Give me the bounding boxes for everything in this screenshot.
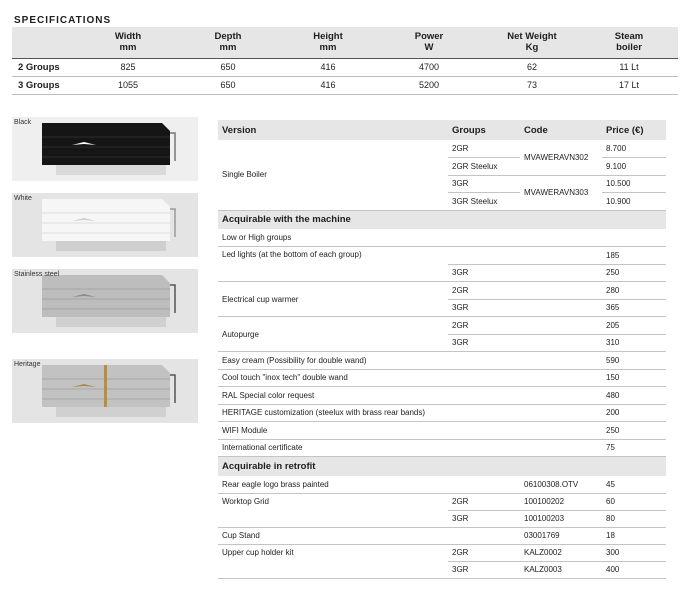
spec-header-height: Height mm <box>282 27 374 58</box>
section-header <box>218 457 666 476</box>
spec-row-3-groups <box>12 76 678 94</box>
spec-cell: 416 <box>282 58 374 76</box>
specifications-title: SPECIFICATIONS <box>14 15 112 26</box>
code-cell: 03001769 <box>520 527 602 544</box>
spec-cell: 17 Lt <box>580 76 678 94</box>
table-row <box>218 404 666 422</box>
table-row <box>218 422 666 440</box>
table-row <box>218 140 666 158</box>
groups-cell: 2GR <box>448 140 520 158</box>
code-cell <box>520 334 602 352</box>
specifications-header-row <box>12 27 678 58</box>
price-cell: 45 <box>602 476 666 494</box>
price-cell: 365 <box>602 299 666 317</box>
spec-row-label: 2 Groups <box>12 58 82 76</box>
coffee-machine-stainless-image <box>12 269 198 333</box>
table-row <box>218 493 666 510</box>
price-cell: 10.500 <box>602 175 666 193</box>
table-row <box>218 369 666 387</box>
price-cell: 8.700 <box>602 140 666 158</box>
section-header <box>218 210 666 229</box>
price-cell: 280 <box>602 282 666 300</box>
finish-label: Stainless steel <box>14 271 60 278</box>
code-cell: 100100203 <box>520 510 602 527</box>
spec-header-steam-boiler: Steam boiler <box>580 27 678 58</box>
spec-cell: 4700 <box>374 58 484 76</box>
table-row <box>218 282 666 300</box>
price-cell: 480 <box>602 387 666 405</box>
finish-photo-white <box>12 193 198 257</box>
table-row <box>218 317 666 335</box>
spec-cell: 650 <box>174 58 282 76</box>
option-label: Worktop Grid <box>218 493 448 527</box>
table-row <box>218 229 666 247</box>
specifications-table <box>12 27 678 95</box>
price-cell: 80 <box>602 510 666 527</box>
table-row <box>218 352 666 370</box>
price-cell: 310 <box>602 334 666 352</box>
price-cell: 75 <box>602 439 666 457</box>
table-row <box>218 544 666 561</box>
spec-header-depth: Depth mm <box>174 27 282 58</box>
price-cell: 185 <box>602 247 666 265</box>
option-label: Upper cup holder kit <box>218 544 448 578</box>
section-title-machine: Acquirable with the machine <box>218 210 666 229</box>
option-label: HERITAGE customization (steelux with brass rear bands) <box>218 404 602 422</box>
code-cell <box>520 247 602 265</box>
coffee-machine-heritage-image <box>12 359 198 423</box>
option-label: Led lights (at the bottom of each group) <box>218 247 448 282</box>
spec-cell: 5200 <box>374 76 484 94</box>
finish-label: White <box>14 195 32 202</box>
price-cell: 60 <box>602 493 666 510</box>
price-cell: 150 <box>602 369 666 387</box>
option-label: Cool touch "inox tech" double wand <box>218 369 602 387</box>
spec-row-label: 3 Groups <box>12 76 82 94</box>
spec-cell: 1055 <box>82 76 174 94</box>
groups-cell: 2GR Steelux <box>448 158 520 176</box>
spec-cell: 825 <box>82 58 174 76</box>
header-version: Version <box>218 120 448 140</box>
code-cell: KALZ0002 <box>520 544 602 561</box>
spec-row-2-groups <box>12 58 678 76</box>
groups-cell: 2GR <box>448 544 520 561</box>
option-label: International certificate <box>218 439 602 457</box>
price-cell: 300 <box>602 544 666 561</box>
price-cell: 400 <box>602 561 666 578</box>
option-label: WIFI Module <box>218 422 602 440</box>
groups-cell: 3GR <box>448 510 520 527</box>
code-cell: MVAWERAVN303 <box>520 175 602 210</box>
groups-cell: 2GR <box>448 282 520 300</box>
option-label: Low or High groups <box>218 229 666 247</box>
spec-cell: 650 <box>174 76 282 94</box>
option-label: Easy cream (Possibility for double wand) <box>218 352 602 370</box>
spec-cell: 11 Lt <box>580 58 678 76</box>
groups-cell: 3GR <box>448 334 520 352</box>
code-cell <box>520 264 602 282</box>
option-label: Autopurge <box>218 317 448 352</box>
header-price: Price (€) <box>602 120 666 140</box>
table-row <box>218 476 666 494</box>
groups-cell: 3GR <box>448 175 520 193</box>
header-groups: Groups <box>448 120 520 140</box>
code-cell <box>520 299 602 317</box>
code-cell: 06100308.OTV <box>520 476 602 494</box>
spec-header-empty <box>12 27 82 58</box>
groups-cell: 3GR <box>448 299 520 317</box>
price-cell: 250 <box>602 422 666 440</box>
groups-cell: 3GR Steelux <box>448 193 520 211</box>
price-table-header <box>218 120 666 140</box>
price-cell: 250 <box>602 264 666 282</box>
spec-cell: 62 <box>484 58 580 76</box>
price-cell: 200 <box>602 404 666 422</box>
code-cell <box>520 282 602 300</box>
spec-header-power: Power W <box>374 27 484 58</box>
coffee-machine-white-image <box>12 193 198 257</box>
spec-cell: 416 <box>282 76 374 94</box>
code-cell <box>520 317 602 335</box>
finish-photo-black <box>12 117 198 181</box>
groups-cell: 3GR <box>448 264 520 282</box>
finish-label: Black <box>14 119 32 126</box>
table-row <box>218 527 666 544</box>
spec-header-net-weight: Net Weight Kg <box>484 27 580 58</box>
section-title-retrofit: Acquirable in retrofit <box>218 457 666 476</box>
code-cell: 100100202 <box>520 493 602 510</box>
header-code: Code <box>520 120 602 140</box>
option-label: Electrical cup warmer <box>218 282 448 317</box>
price-cell: 205 <box>602 317 666 335</box>
price-cell: 590 <box>602 352 666 370</box>
spec-cell: 73 <box>484 76 580 94</box>
code-cell: KALZ0003 <box>520 561 602 578</box>
groups-cell: 3GR <box>448 561 520 578</box>
finish-photo-heritage <box>12 359 198 423</box>
table-row <box>218 387 666 405</box>
coffee-machine-black-image <box>12 117 198 181</box>
groups-cell: 2GR <box>448 317 520 335</box>
groups-cell <box>448 247 520 265</box>
spec-header-width: Width mm <box>82 27 174 58</box>
price-table <box>218 120 666 579</box>
finish-label: Heritage <box>14 361 41 368</box>
single-boiler-label: Single Boiler <box>218 140 448 210</box>
price-cell: 9.100 <box>602 158 666 176</box>
option-label: Rear eagle logo brass painted <box>218 476 520 494</box>
table-row <box>218 439 666 457</box>
price-cell: 18 <box>602 527 666 544</box>
code-cell: MVAWERAVN302 <box>520 140 602 175</box>
option-label: Cup Stand <box>218 527 520 544</box>
option-label: RAL Special color request <box>218 387 602 405</box>
finish-photo-stainless-steel <box>12 269 198 333</box>
price-cell: 10.900 <box>602 193 666 211</box>
table-row <box>218 247 666 265</box>
groups-cell: 2GR <box>448 493 520 510</box>
